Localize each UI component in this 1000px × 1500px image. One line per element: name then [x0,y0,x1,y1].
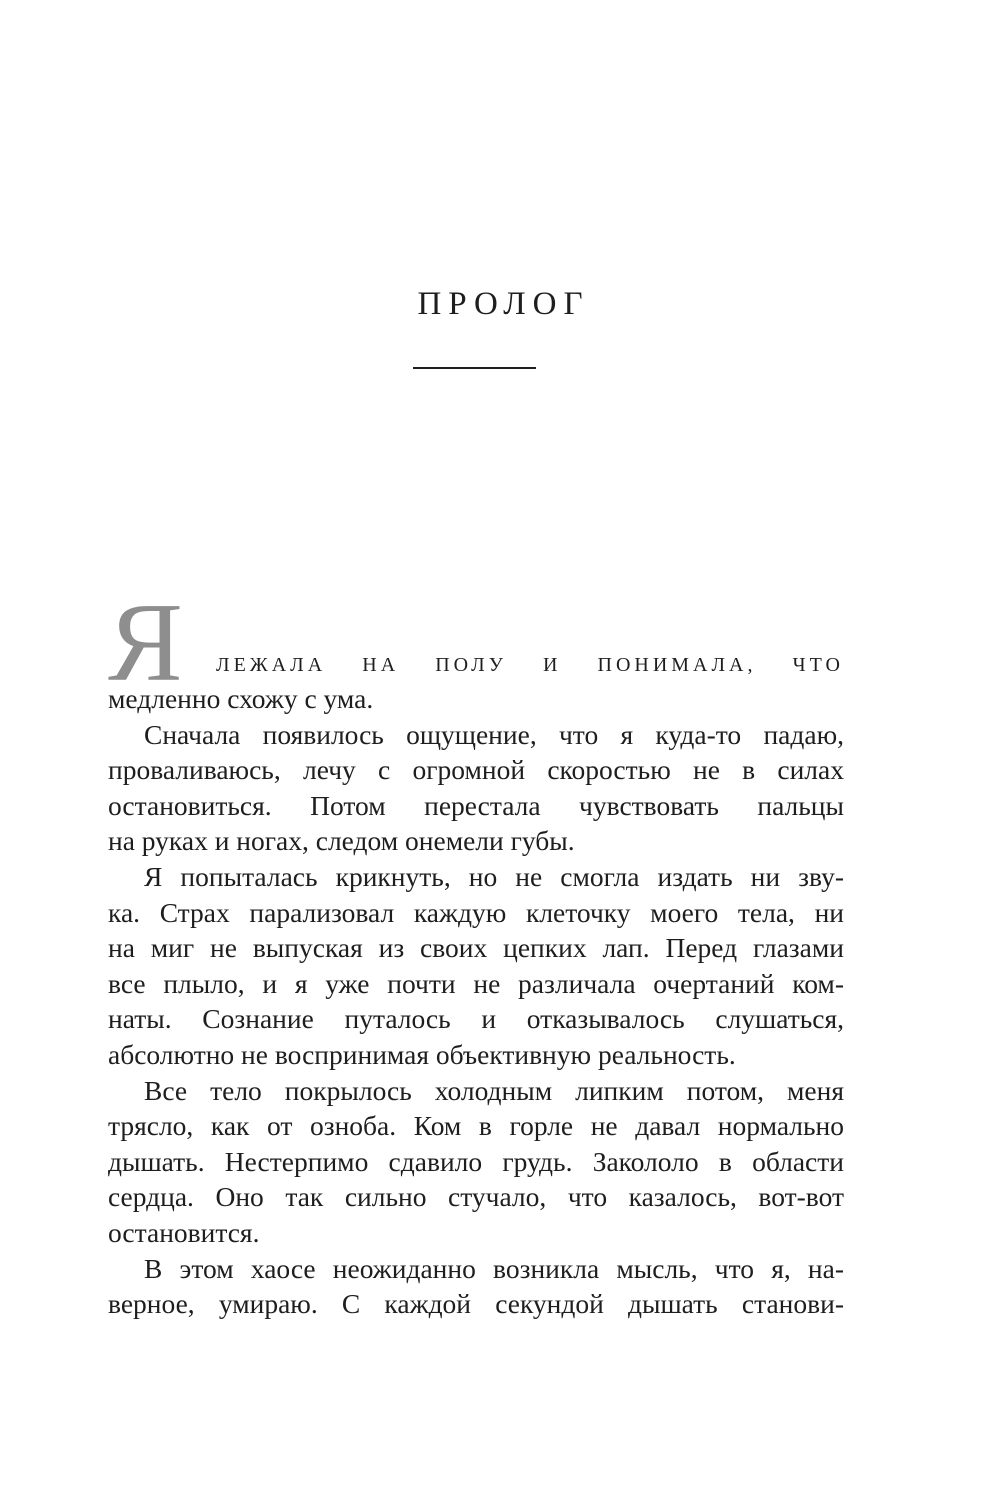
title-divider [413,367,536,369]
text-line: на руках и ногах, следом онемели губы. [108,825,575,857]
text-line: абсолютно не воспринимая объективную реальность. [108,1038,736,1070]
text-line: остановиться. Потом перестала чувствовать пальцы [108,789,844,821]
text-line: медленно схожу с ума. [108,683,374,714]
text-line: В этом хаосе неожиданно возникла мысль, что я, на- [144,1252,844,1284]
text-line: все плыло, и я уже почти не различала очертаний ком- [108,967,844,999]
text-line: верное, умираю. С каждой секундой дышать станови- [108,1288,844,1320]
text-line: на миг не выпуская из своих цепких лап. Перед глазами [108,932,844,964]
text-line: Я попыталась крикнуть, но не смогла издать ни зву- [144,860,844,892]
chapter-title: ПРОЛОГ [417,286,590,322]
drop-cap: Я [108,581,183,705]
text-line: Сначала появилось ощущение, что я куда-то падаю, [144,718,844,750]
text-line: остановится. [108,1216,260,1248]
text-line: трясло, как от озноба. Ком в горле не давал нормально [108,1110,844,1142]
text-line: наты. Сознание путалось и отказывалось слушаться, [108,1003,844,1035]
text-line: проваливаюсь, лечу с огромной скоростью не в силах [108,754,844,786]
text-line: сердца. Оно так сильно стучало, что казалось, вот-вот [108,1181,844,1213]
opening-smallcaps-text: ЛЕЖАЛА НА ПОЛУ И ПОНИМАЛА, ЧТО [216,654,844,676]
text-line: ка. Страх парализовал каждую клеточку моего тела, ни [108,896,844,928]
text-line: Все тело покрылось холодным липким потом, меня [144,1074,844,1106]
body-text [108,581,844,1322]
text-line: дышать. Нестерпимо сдавило грудь. Закололо в области [108,1145,844,1177]
